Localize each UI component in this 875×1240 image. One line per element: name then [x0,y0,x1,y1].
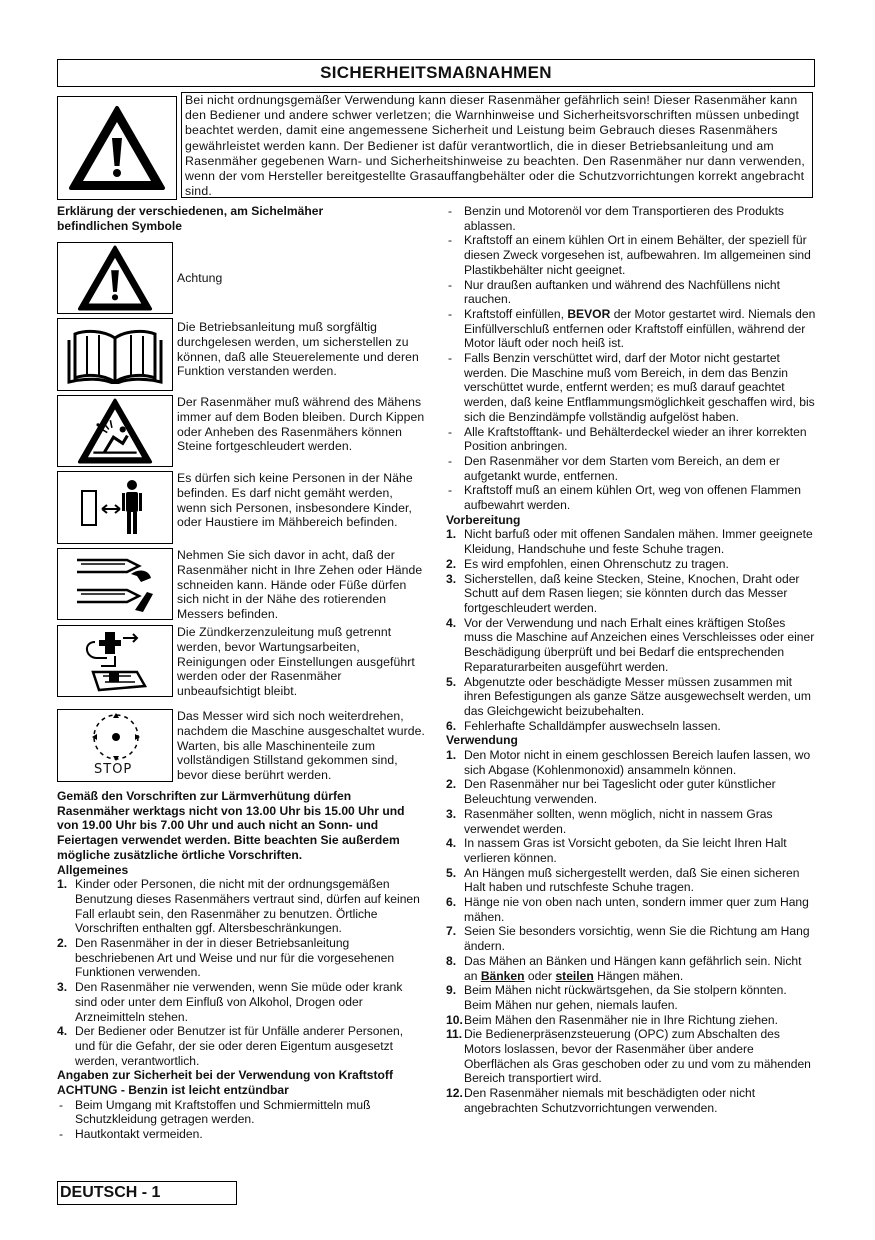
list-item: 1. Nicht barfuß oder mit offenen Sandalen mähen. Immer geeignete Kleidung, Handschuhe und feste Schuhe tragen. [446,527,813,557]
symbol-description: Es dürfen sich keine Personen in der Nähe befinden. Es darf nicht gemäht werden, wenn sich Personen, insbesondere Kinder, oder Haustiere im Mähbereich befinden. [177,471,413,530]
list-item: 10. Beim Mähen den Rasenmäher nie in Ihre Richtung ziehen. [446,1012,778,1027]
list-item: 9. Beim Mähen nicht rückwärtsgehen, da Sie stolpern könnten. Beim Mähen nur gehen, niemals laufen. [446,983,787,1012]
list-item: 3. Rasenmäher sollten, wenn möglich, nicht in nassem Gras verwendet werden. [446,806,773,836]
list-item: 2. Den Rasenmäher nur bei Tageslicht oder guter künstlicher Beleuchtung verwenden. [446,777,776,807]
blade-stop-icon [86,712,146,766]
open-book-icon [67,326,163,384]
prep-heading: Vorbereitung [446,512,521,527]
list-item: 5. Abgenutzte oder beschädigte Messer müssen zusammen mit ihren Befestigungen als ganze Sätze ausgewechselt werden, um das Gleichgewicht beizubehalten. [446,674,811,718]
symbol-description: Achtung [177,270,223,285]
blade-hand-foot-icon [69,552,161,616]
list-item: - Den Rasenmäher vor dem Starten vom Bereich, an dem er aufgetankt wurde, entfernen. [446,454,816,483]
list-item: 2. Es wird empfohlen, einen Ohrenschutz zu tragen. [446,556,729,571]
symbol-description: Der Rasenmäher muß während des Mähens immer auf dem Boden bleiben. Durch Kippen oder Anheben des Rasenmähers können Steine fortgeschleudert werden. [177,395,425,454]
warning-icon-box [57,96,177,200]
list-item: - Nur draußen auftanken und während des Nachfüllens nicht rauchen. [446,278,816,307]
page-title: SICHERHEITSMAßNAHMEN [57,59,815,87]
symbol-description: Nehmen Sie sich davor in acht, daß der Rasenmäher nicht in Ihre Zehen oder Hände schneiden kann. Hände oder Füße dürfen sich nicht in der Nähe des rotierenden Messers befinden. [177,548,423,622]
list-item: 12. Den Rasenmäher niemals mit beschädigten oder nicht angebrachten Schutzvorrichtungen verwenden. [446,1086,756,1115]
thrown-object-warning-icon [75,397,155,465]
general-heading: Allgemeines [57,862,129,877]
list-item: - Falls Benzin verschüttet wird, darf der Motor nicht gestartet werden. Die Maschine muß vom Bereich, in dem das Benzin verschüttet wurde, entfernt werden; es muß darauf geachtet werden, daß keine Entflammungsmöglichkeit geschaffen wird, bis sich die Benzindämpfe vollständig aufgelöst haben. [446,351,816,425]
list-item: 1. Kinder oder Personen, die nicht mit der ordnungsgemäßen Benutzung dieses Rasenmähers vertraut sind, dürfen auf keinen Fall erlaubt sein, den Rasenmäher zu benutzen. Örtliche Vorschriften enthalten ggf. Altersbeschränkungen. [57,877,420,936]
list-item: 4. In nassem Gras ist Vorsicht geboten, da Sie leicht Ihren Halt verlieren können. [446,836,787,865]
noise-notice: Gemäß den Vorschriften zur Lärmverhütung dürfen Rasenmäher werktags nicht von 13.00 Uhr bis 15.00 Uhr und von 19.00 Uhr bis 7.00 Uhr und auch nicht an Sonn- und Feiertagen verwendet werden. Bitte beachten Sie außerdem mögliche zusätzliche örtliche Vorschriften. [57,789,405,862]
symbol-row [57,395,425,467]
keep-distance-icon [72,477,158,539]
symbol-description: Die Zündkerzenzuleitung muß getrennt werden, bevor Wartungsarbeiten, Reinigungen oder Einstellungen ausgeführt werden oder der Rasenmäher unbeaufsichtigt bleibt. [177,625,415,699]
list-item: 4. Der Bediener oder Benutzer ist für Unfälle anderer Personen, und für die Gefahr, der sie oder deren Eigentum ausgesetzt werden, verantwortlich. [57,1024,404,1068]
list-item: - Kraftstoff an einem kühlen Ort in einem Behälter, der speziell für diesen Zweck vorgesehen ist, aufbewahren. Im allgemeinen sind Plastikbehälter nicht geeignet. [446,233,816,277]
symbol-row [57,242,425,314]
intro-warning-text: Bei nicht ordnungsgemäßer Verwendung kann dieser Rasenmäher gefährlich sein! Dieser Rasenmäher kann den Bediener und andere schwer verletzen; die Warnhinweise und Sicherheitsvorschriften müssen unbedingt beachtet werden, damit eine angemessene Sicherheit und Leistung beim Gebrauch dieses Rasenmähers gewährleistet werden kann. Der Bediener ist dafür verantwortlich, die in dieser Betriebsanleitung und am Rasenmäher gegebenen Warn- und Sicherheitshinweise zu beachten. Den Rasenmäher nur dann verwenden, wenn der vom Hersteller bereitgestellte Grasauffangbehälter oder die Schutzvorrichtungen korrekt angebracht sind. [181,92,813,198]
list-item: 6. Fehlerhafte Schalldämpfer auswechseln lassen. [446,718,721,733]
right-column [446,204,816,1116]
list-item: - Kraftstoff muß an einem kühlen Ort, weg von offenen Flammen aufbewahrt werden. [446,483,816,512]
list-item: - Beim Umgang mit Kraftstoffen und Schmiermitteln muß Schutzkleidung getragen werden. [57,1098,425,1127]
warning-triangle-icon [75,244,155,312]
symbol-row [57,471,425,544]
list-item: 2. Den Rasenmäher in der in dieser Betriebsanleitung beschriebenen Art und Weise und nur für die vorgesehenen Funktionen verwenden. [57,936,395,980]
fuel-warning: ACHTUNG - Benzin ist leicht entzündbar [57,1083,289,1098]
page-footer: DEUTSCH - 1 [57,1181,237,1205]
list-item: 8. Das Mähen an Bänken und Hängen kann gefährlich sein. Nicht an Bänken oder steilen Hängen mähen. [446,953,802,983]
fuel-heading: Angaben zur Sicherheit bei der Verwendung von Kraftstoff [57,1068,393,1083]
warning-triangle-icon [67,104,167,192]
symbol-description: Die Betriebsanleitung muß sorgfältig durchgelesen werden, um sicherstellen zu können, daß alle Steuerelemente und deren Funktion verstanden werden. [177,320,419,379]
list-item: 3. Den Rasenmäher nie verwenden, wenn Sie müde oder krank sind oder unter dem Einfluß von Alkohol, Drogen oder Arzneimitteln stehen. [57,980,403,1024]
list-item: - Benzin und Motorenöl vor dem Transportieren des Produkts ablassen. [446,204,816,233]
list-item: 4. Vor der Verwendung und nach Erhalt eines kräftigen Stoßes muss die Maschine auf Anzeichen eines Verschleisses oder einer Beschädigung überprüft und bei Bedarf die entsprechenden Reparaturarbeiten ausgeführt werden. [446,615,815,674]
list-item: 11. Die Bedienerpräsenzsteuerung (OPC) zum Abschalten des Motors loslassen, bevor der Rasenmäher über andere Oberflächen als Gras geschoben oder zu und vom zu mähenden Bereich transportiert wird. [446,1027,811,1086]
general-section [57,789,425,1142]
list-item: 6. Hänge nie von oben nach unten, sondern immer quer zum Hang mähen. [446,895,809,924]
list-item: 1. Den Motor nicht in einem geschlossen Bereich laufen lassen, wo sich Abgase (Kohlenmonoxid) ansammeln können. [446,748,811,777]
list-item: 5. An Hängen muß sichergestellt werden, daß Sie einen sicheren Halt haben und rutschfeste Schuhe tragen. [446,865,800,895]
symbol-row [57,709,425,783]
symbols-heading: Erklärung der verschiedenen, am Sichelmäher befindlichen Symbole [57,204,324,233]
symbol-description: Das Messer wird sich noch weiterdrehen, nachdem die Maschine ausgeschaltet wurde. Warten, bis alle Maschinenteile zum vollständigen Stillstand gekommen sind, bevor diese berührt werden. [177,709,425,783]
list-item: - Hautkontakt vermeiden. [57,1127,425,1142]
list-item: 7. Seien Sie besonders vorsichtig, wenn Sie die Richtung am Hang ändern. [446,924,810,954]
list-item: - Kraftstoff einfüllen, BEVOR der Motor gestartet wird. Niemals den Einfüllverschluß entfernen oder Kraftstoff einfüllen, während der Motor läuft oder noch heiß ist. [446,307,816,351]
symbol-row [57,318,425,391]
list-item: 3. Sicherstellen, daß keine Stecken, Steine, Knochen, Draht oder Schutt auf dem Rasen liegen; sie könnten durch das Messer fortgeschleudert werden. [446,571,800,615]
symbol-row [57,548,425,622]
list-item: - Alle Kraftstofftank- und Behälterdeckel wieder an ihrer korrekten Position anbringen. [446,425,816,454]
stop-label: STOP [94,762,133,777]
use-heading: Verwendung [446,733,518,748]
symbol-row [57,625,425,699]
spark-plug-disconnect-icon [75,628,155,694]
